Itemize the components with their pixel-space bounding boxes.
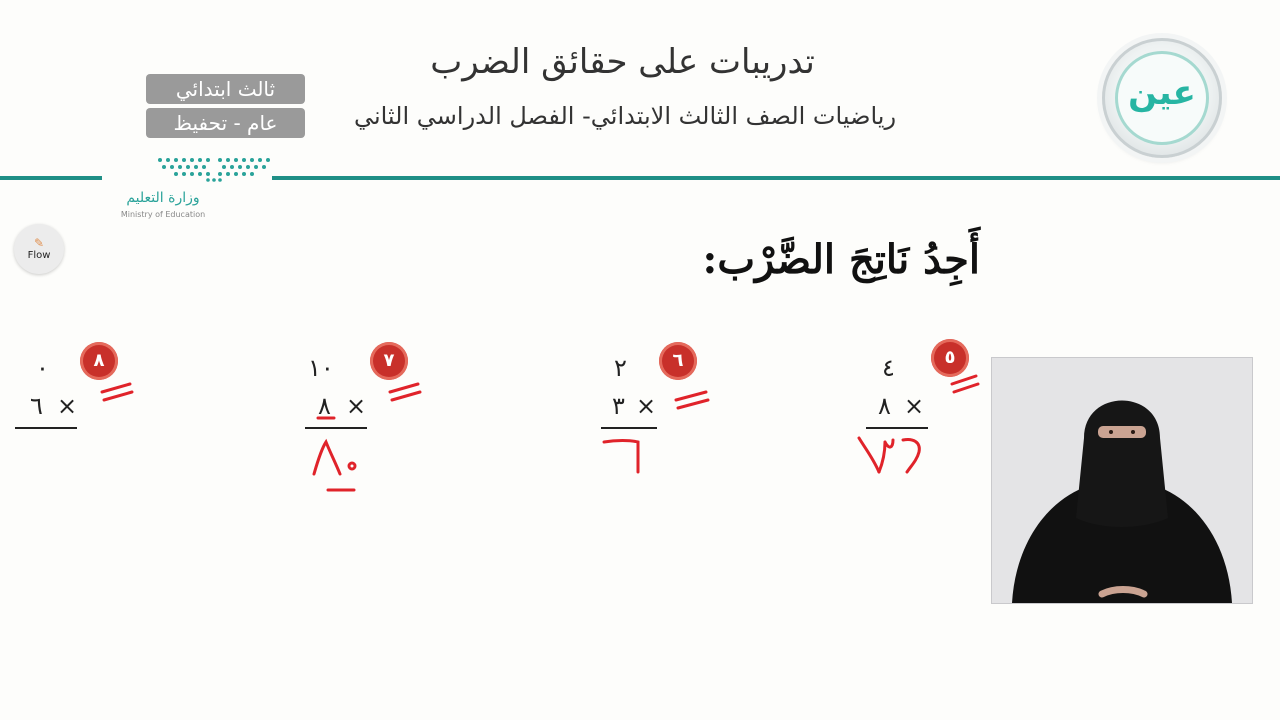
multiplicand: ٤	[882, 354, 895, 382]
ministry-logo-mark	[156, 156, 272, 182]
problem-number-badge: ٦	[659, 342, 697, 380]
equals-mark	[672, 388, 712, 412]
header-divider-right	[272, 176, 1280, 180]
page-title: تدريبات على حقائق الضرب	[430, 42, 815, 82]
ministry-name-en: Ministry of Education	[120, 210, 206, 219]
exercise-heading: أَجِدُ نَاتِجَ الضَّرْب:	[702, 236, 980, 283]
handwritten-answer	[308, 438, 364, 496]
multiplicand: ٢	[614, 354, 627, 382]
answer-line	[15, 427, 77, 429]
answer-line	[601, 427, 657, 429]
page-subtitle: رياضيات الصف الثالث الابتدائي- الفصل الدراسي الثاني	[353, 102, 897, 130]
times-sign: ×	[636, 392, 657, 420]
equals-mark	[98, 380, 138, 406]
multiplier: ٨	[318, 392, 331, 420]
ministry-logo	[108, 150, 278, 226]
interpreter-video	[991, 357, 1253, 604]
interpreter-figure	[992, 358, 1252, 603]
flow-button-label: Flow	[27, 250, 51, 261]
answer-line	[866, 427, 928, 429]
handwritten-answer	[600, 436, 646, 476]
handwritten-answer	[855, 432, 925, 476]
multiplier: ٨	[878, 392, 891, 420]
track-badge: عام - تحفيظ	[146, 108, 305, 138]
problem-number-badge: ٥	[931, 339, 969, 377]
header-divider-left	[0, 176, 102, 180]
ministry-name-ar: وزارة التعليم	[126, 190, 200, 206]
flow-button[interactable]	[14, 224, 64, 274]
pencil-icon: ✎	[34, 236, 45, 250]
times-sign: ×	[904, 392, 925, 420]
multiplicand: ١٠	[308, 354, 334, 382]
multiplier-underline	[316, 414, 336, 422]
times-sign: ×	[57, 392, 78, 420]
problem-number-badge: ٧	[370, 342, 408, 380]
channel-logo	[1102, 38, 1222, 158]
times-sign: ×	[346, 392, 367, 420]
problem-number-badge: ٨	[80, 342, 118, 380]
multiplier: ٣	[612, 392, 625, 420]
grade-badge: ثالث ابتدائي	[146, 74, 305, 104]
multiplier: ٦	[30, 392, 43, 420]
equals-mark	[948, 372, 982, 396]
answer-line	[305, 427, 367, 429]
channel-logo-text: عين	[1128, 73, 1196, 113]
equals-mark	[386, 380, 426, 406]
multiplicand: ٠	[36, 354, 49, 382]
